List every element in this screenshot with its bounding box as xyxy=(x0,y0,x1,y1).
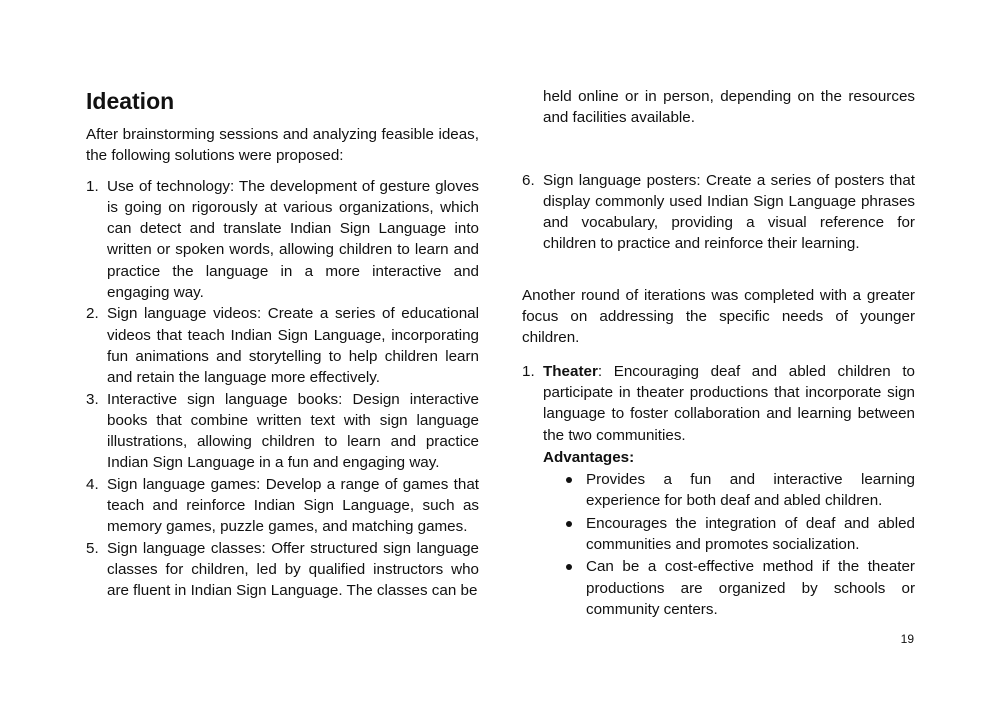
bullet-text: Provides a fun and interactive learning experience for both deaf and abled children. xyxy=(586,471,915,510)
advantages-label: Advantages: xyxy=(543,448,635,466)
bullet-item xyxy=(586,513,915,556)
list-number: 5. xyxy=(86,539,99,557)
theater-title: Theater xyxy=(543,362,598,380)
list-number: 1. xyxy=(522,362,535,380)
page-title: Ideation xyxy=(86,88,175,114)
page-number: 19 xyxy=(900,632,914,646)
left-column xyxy=(86,86,479,602)
solutions-list-continued xyxy=(522,170,915,255)
iteration-paragraph: Another round of iterations was completed with a greater focus on addressing the specific needs of younger children. xyxy=(522,286,915,347)
list-item-text: Sign language videos: Create a series of educational videos that teach Indian Sign Language, incorporating fun animations and storytelling to help children learn and retain the language more effectively. xyxy=(107,305,479,387)
right-column xyxy=(522,86,915,620)
list-number: 3. xyxy=(86,390,99,408)
bullet-item xyxy=(586,556,915,620)
bullet-icon xyxy=(566,521,572,527)
bullet-icon xyxy=(566,477,572,483)
solutions-list xyxy=(86,176,479,602)
advantages-list xyxy=(543,469,915,620)
list-item-text: Sign language games: Develop a range of games that teach and reinforce Indian Sign Language, such as memory games, puzzle games, and matching games. xyxy=(107,475,479,536)
list-item xyxy=(522,170,915,255)
list-item-text: Sign language posters: Create a series of posters that display commonly used Indian Sign Language phrases and vocabulary, providing a visual reference for children to practice and reinforce their learning. xyxy=(543,171,915,253)
list-item-text: Sign language classes: Offer structured sign language classes for children, led by qualified instructors who are fluent in Indian Sign Language. The classes can be xyxy=(107,539,479,600)
list-item xyxy=(86,474,479,538)
bullet-item xyxy=(586,469,915,512)
list-number: 6. xyxy=(522,171,535,189)
list-item-theater xyxy=(522,361,915,621)
list-number: 1. xyxy=(86,177,99,195)
list-item xyxy=(86,303,479,388)
list-item xyxy=(86,176,479,304)
list-item-text: Interactive sign language books: Design interactive books that combine written text with sign language illustrations, allowing children to learn and practice Indian Sign Language in a fun and engaging way. xyxy=(107,390,479,472)
bullet-icon xyxy=(566,564,572,570)
bullet-text: Can be a cost-effective method if the theater productions are organized by schools or community centers. xyxy=(586,558,915,618)
list-number: 4. xyxy=(86,475,99,493)
iteration-list xyxy=(522,361,915,621)
list-number: 2. xyxy=(86,305,99,323)
list-item-continuation: held online or in person, depending on the resources and facilities available. xyxy=(543,88,915,127)
theater-text: : Encouraging deaf and abled children to participate in theater productions that incorporate sign language to foster collaboration and learning between the two communities. xyxy=(543,362,915,444)
list-item-text: Use of technology: The development of gesture gloves is going on rigorously at various organizations, which can detect and translate Indian Sign Language into written or spoken words, allowing children to learn and practice the language in a more interactive and engaging way. xyxy=(107,177,479,302)
list-item xyxy=(86,389,479,474)
intro-paragraph: After brainstorming sessions and analyzing feasible ideas, the following solutions were proposed: xyxy=(86,126,479,165)
list-item xyxy=(86,538,479,602)
bullet-text: Encourages the integration of deaf and abled communities and promotes socialization. xyxy=(586,514,915,554)
